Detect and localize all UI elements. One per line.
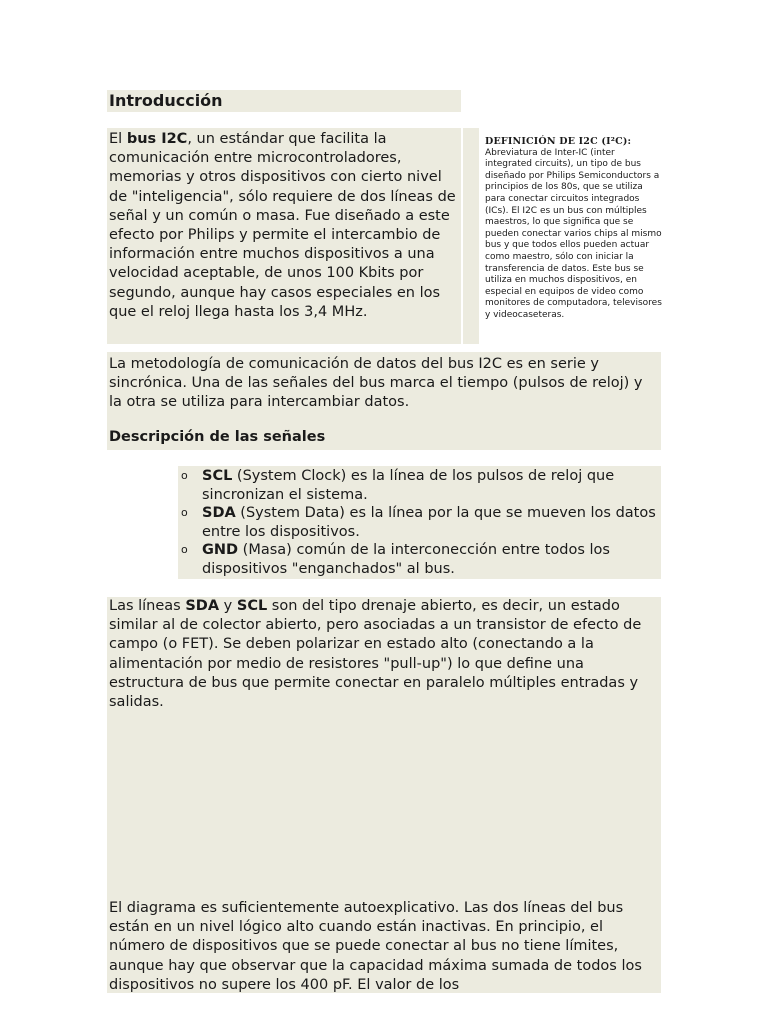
definition-box — [485, 136, 663, 322]
list-item — [178, 467, 661, 504]
signal-name: SDA — [202, 505, 236, 521]
signals-list-block — [178, 466, 661, 579]
lines-paragraph — [109, 597, 659, 712]
signal-desc: (Masa) común de la interconección entre todos los dispositivos "enganchados" al bus. — [202, 542, 610, 577]
bullet-icon: o — [181, 506, 188, 519]
list-item — [178, 541, 661, 578]
lines-text: y — [219, 598, 237, 614]
definition-title: DEFINICIÓN DE I2C (I²C): — [485, 136, 632, 147]
lines-text: Las líneas — [109, 598, 186, 614]
methodology-block — [107, 352, 661, 450]
lines-description-block — [107, 597, 661, 993]
bullet-icon: o — [181, 543, 188, 556]
intro-text-rest: , un estándar que facilita la comunicación entre microcontroladores, memorias y otros dispositivos con cierto nivel de "inteligencia", sólo requiere de dos líneas de señal y un común o masa. Fue diseñado a este efecto por Philips y permite el intercambio de información entre muchos dispositivos a una velocidad aceptable, de unos 100 Kbits por segundo, aunque hay casos especiales en los que el reloj llega hasta los 3,4 MHz. — [109, 131, 456, 320]
sda-term: SDA — [185, 598, 220, 614]
bullet-icon: o — [181, 469, 188, 482]
scl-term: SCL — [236, 598, 268, 614]
list-item — [178, 504, 661, 541]
lines-text: son del tipo drenaje abierto, es decir, un estado similar al de colector abierto, pero asociadas a un transistor de efecto de campo (o FET). Se deben polarizar en estado alto (conectando a la alimentación por medio de resistores "pull-up") lo que define una estructura de bus que permite conectar en paralelo múltiples entradas y salidas. — [109, 598, 642, 711]
diagram-paragraph: El diagrama es suficientemente autoexplicativo. Las dos líneas del bus están en un nivel lógico alto cuando están inactivas. En principio, el número de dispositivos que se puede conectar al bus no tiene límites, aunque hay que observar que la capacidad máxima sumada de todos los dispositivos no supere los 400 pF. El valor de los — [109, 900, 642, 993]
signal-desc: (System Data) es la línea por la que se mueven los datos entre los dispositivos. — [202, 505, 656, 540]
intro-text-start: El — [109, 131, 127, 147]
signals-list — [178, 467, 661, 578]
signal-desc: (System Clock) es la línea de los pulsos de reloj que sincronizan el sistema. — [202, 468, 615, 503]
definition-sidebar — [463, 128, 663, 344]
signal-name: GND — [202, 542, 239, 558]
intro-paragraph — [107, 128, 461, 344]
signal-name: SCL — [202, 468, 233, 484]
methodology-paragraph: La metodología de comunicación de datos del bus I2C es en serie y sincrónica. Una de las señales del bus marca el tiempo (pulsos de reloj) y la otra se utiliza para intercambiar datos. — [109, 356, 643, 411]
sidebar-divider-strip — [463, 128, 479, 344]
signals-subheading: Descripción de las señales — [109, 428, 326, 445]
definition-body: Abreviatura de Inter-IC (inter integrated circuits), un tipo de bus diseñado por Philips Semiconductors a principios de los 80s, que se utiliza para conectar circuitos integrados (ICs). El I2C es un bus con múltiples maestros, lo que significa que se pueden conectar varios chips al mismo bus y que todos ellos pueden actuar como maestro, sólo con iniciar la transferencia de datos. Este bus se utiliza en muchos dispositivos, en especial en equipos de video como monitores de computadora, televisores y videocaseteras. — [485, 147, 662, 320]
section-heading-introduccion: Introducción — [107, 90, 461, 112]
intro-bold-term: bus I2C — [126, 131, 188, 147]
